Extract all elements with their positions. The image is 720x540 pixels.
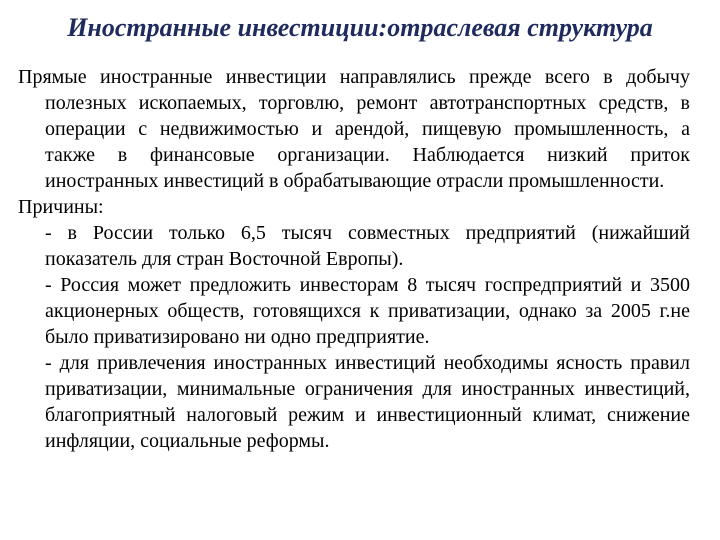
reason-item: - для привлечения иностранных инвестиций необходимы ясность правил приватизации, минимальные ограничения для иностранных инвестиций, благоприятный налоговый режим и инвестиционный климат, снижение инфляции, социальные реформы. xyxy=(45,352,690,452)
reasons-heading: Причины: xyxy=(18,196,104,218)
slide-title: Иностранные инвестиции:отраслевая структура xyxy=(67,13,653,42)
reason-item: - Россия может предложить инвесторам 8 тысяч госпредприятий и 3500 акционерных обществ, готовящихся к приватизации, однако за 2005 г.не было приватизировано ни одно предприятие. xyxy=(45,274,690,348)
reason-item: - в России только 6,5 тысяч совместных предприятий (нижайший показатель для стран Восточной Европы). xyxy=(45,222,690,270)
slide-body xyxy=(18,64,690,454)
intro-paragraph: Прямые иностранные инвестиции направлялись прежде всего в добычу полезных ископаемых, торговлю, ремонт автотранспортных средств, в операции с недвижимостью и арендой, пищевую промышленность, а также в финансовые организации. Наблюдается низкий приток иностранных инвестиций в обрабатывающие отрасли промышленности. xyxy=(18,66,690,192)
